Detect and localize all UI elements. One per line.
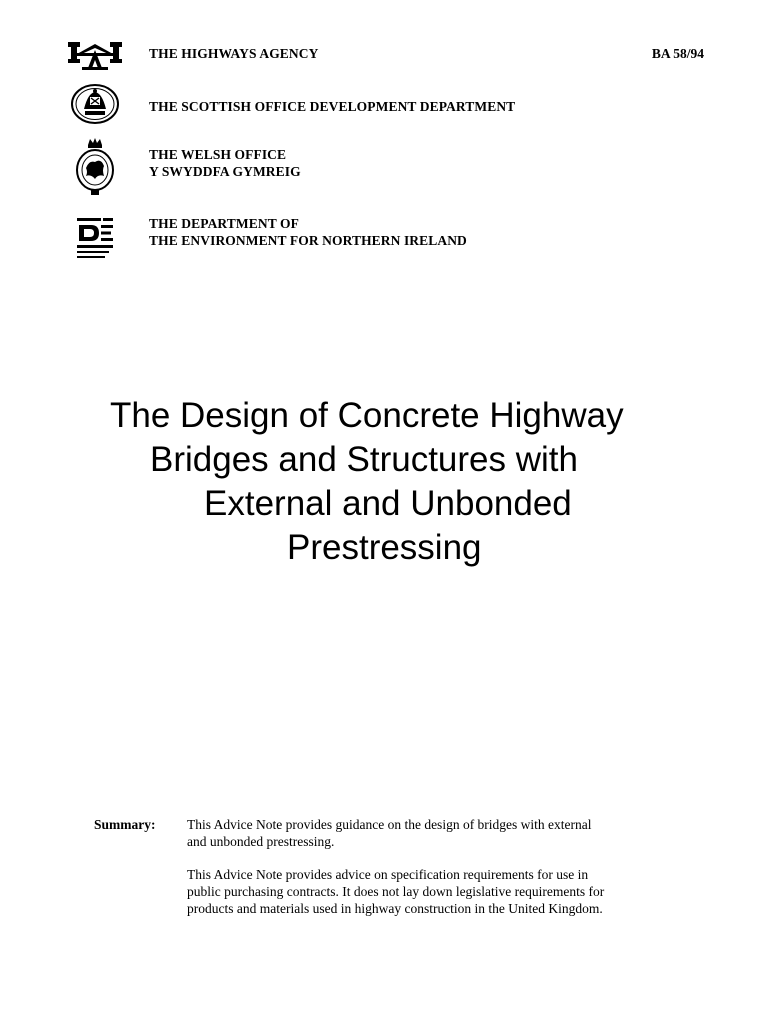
summary-paragraph [187, 866, 707, 917]
title-line: External and Unbonded [204, 484, 572, 523]
org-scottish-office [149, 98, 515, 115]
summary-line: products and materials used in highway construction in the United Kingdom. [187, 901, 603, 916]
org-highways-agency [149, 45, 318, 62]
title-line: The Design of Concrete Highway [110, 396, 624, 435]
welsh-office-crest-icon [64, 136, 126, 196]
org-welsh-office [149, 146, 301, 180]
org-line: Y SWYDDFA GYMREIG [149, 164, 301, 179]
scottish-office-seal-icon [64, 83, 126, 125]
document-title [80, 394, 750, 570]
document-reference: BA 58/94 [651, 46, 704, 61]
highways-agency-logo-icon [64, 40, 126, 70]
org-line: THE WELSH OFFICE [149, 147, 287, 162]
summary-line: This Advice Note provides guidance on the design of bridges with external [187, 817, 592, 832]
doe-northern-ireland-logo-icon [64, 215, 126, 261]
org-line: THE DEPARTMENT OF [149, 216, 299, 231]
title-line: Prestressing [287, 528, 482, 567]
org-line: THE HIGHWAYS AGENCY [149, 46, 319, 61]
summary-line: public purchasing contracts. It does not lay down legislative requirements for [187, 884, 605, 899]
summary-paragraph [187, 816, 707, 850]
org-line: THE ENVIRONMENT FOR NORTHERN IRELAND [149, 233, 467, 248]
org-doe-northern-ireland [149, 215, 467, 249]
summary-line: This Advice Note provides advice on specification requirements for use in [187, 867, 589, 882]
title-line: Bridges and Structures with [150, 440, 578, 479]
org-line: THE SCOTTISH OFFICE DEVELOPMENT DEPARTMENT [149, 99, 516, 114]
summary-label: Summary: [94, 817, 156, 832]
summary-line: and unbonded prestressing. [187, 834, 335, 849]
